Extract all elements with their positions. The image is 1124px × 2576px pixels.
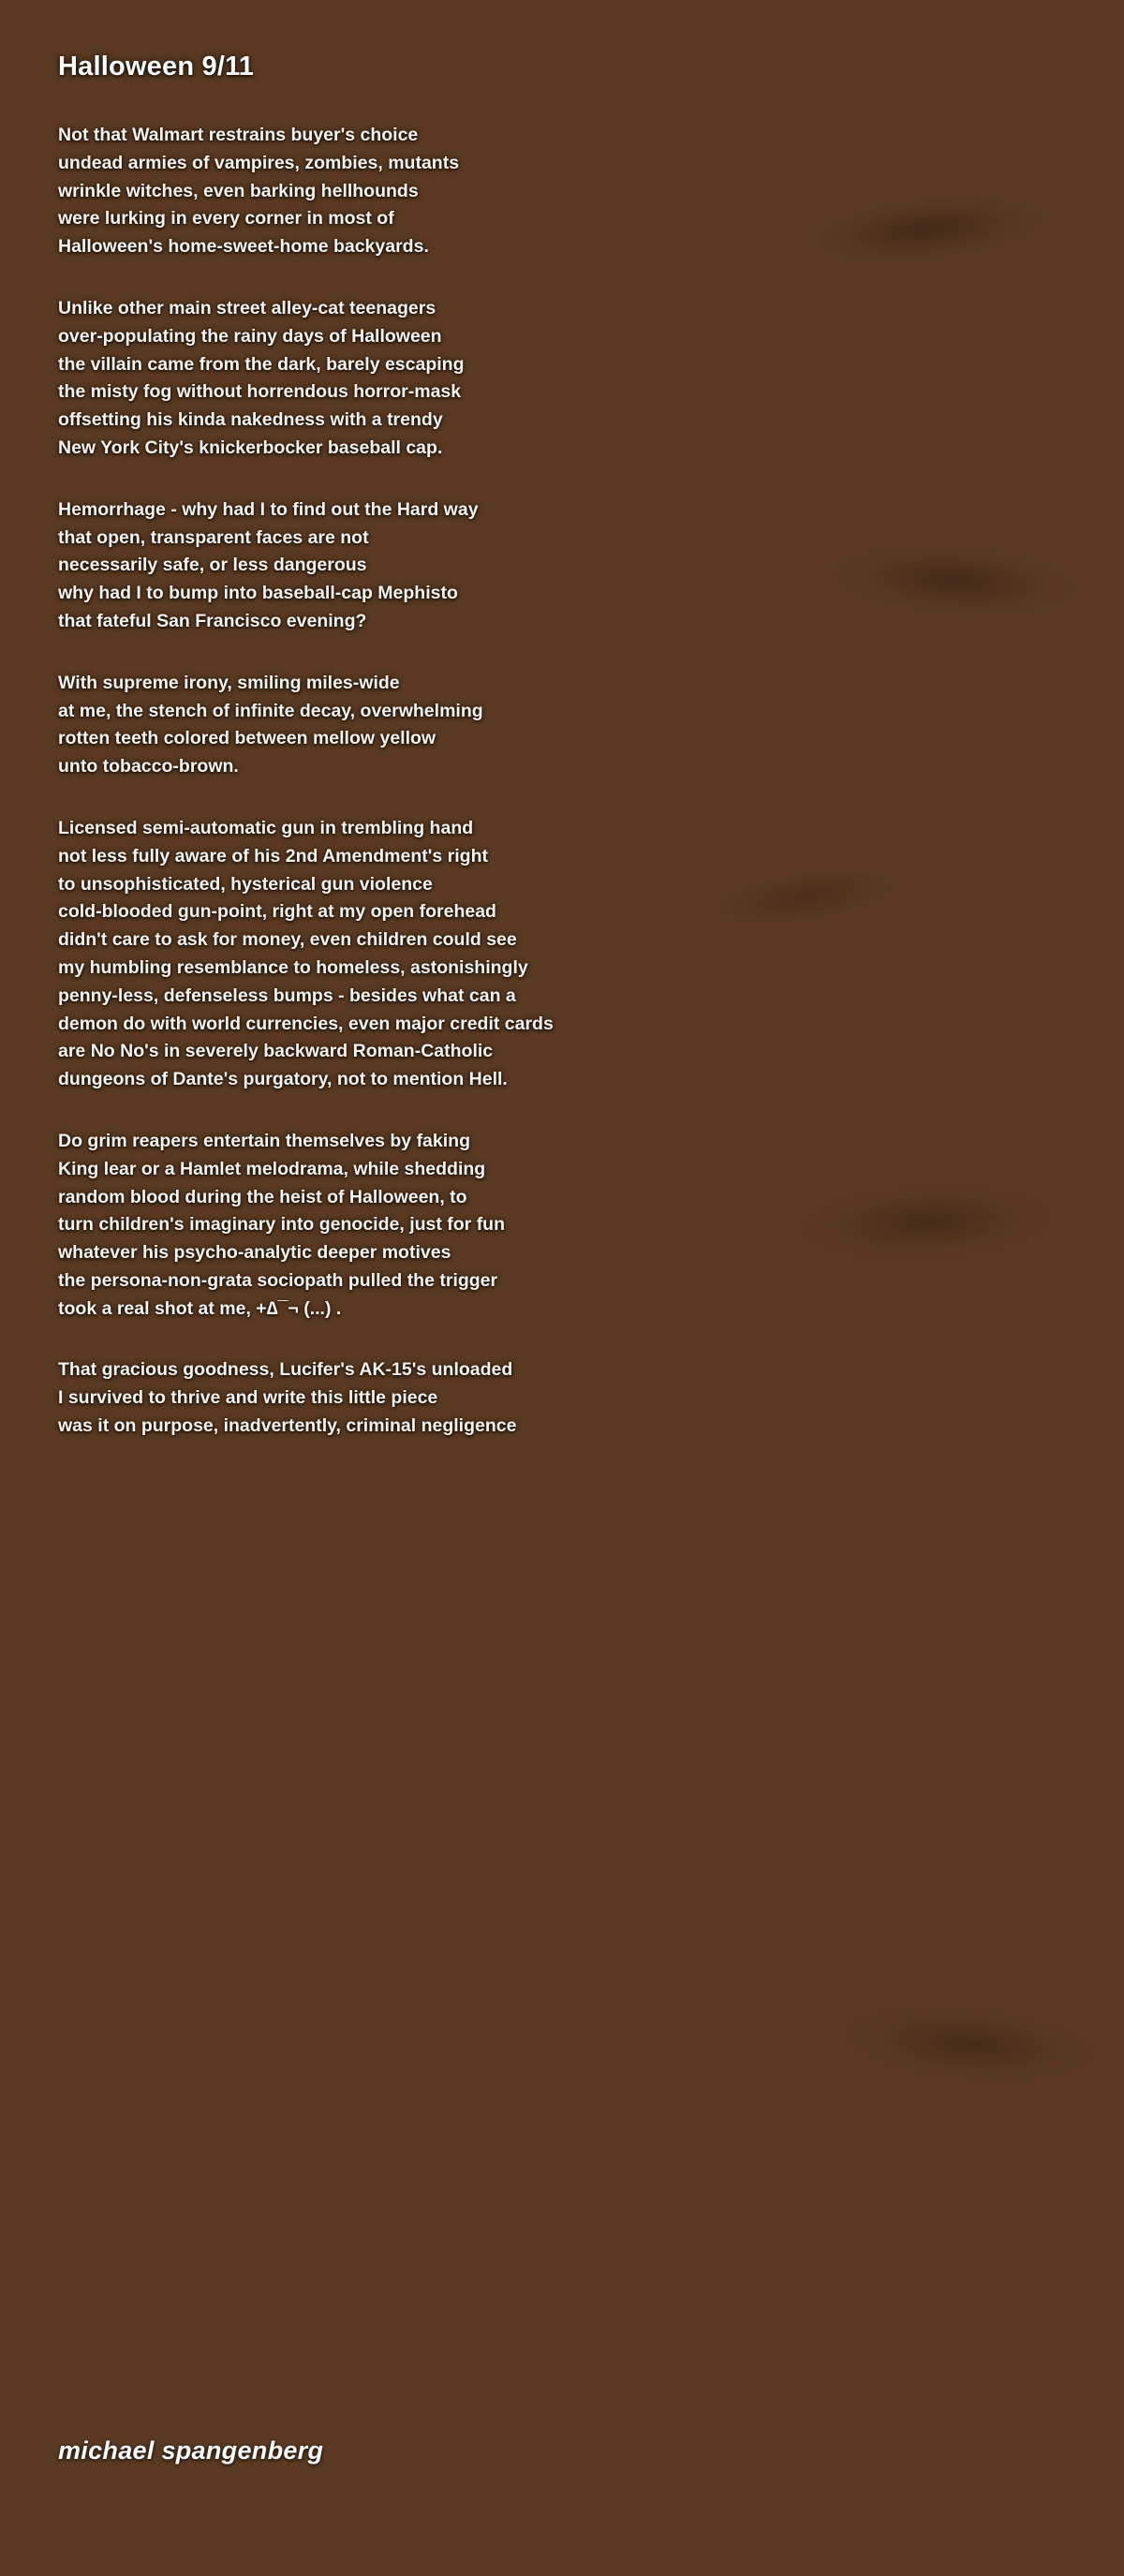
poem-line: King lear or a Hamlet melodrama, while shedding <box>58 1158 486 1179</box>
poem-line: turn children's imaginary into genocide, just for fun <box>58 1214 506 1236</box>
poem-line: Licensed semi-automatic gun in trembling hand <box>58 817 474 838</box>
poem-line: undead armies of vampires, zombies, mutants <box>58 152 460 173</box>
poem-line: to unsophisticated, hysterical gun violence <box>58 873 433 895</box>
poem-line: cold-blooded gun-point, right at my open forehead <box>58 901 496 923</box>
poem-line: wrinkle witches, even barking hellhounds <box>58 180 419 201</box>
poem-line: whatever his psycho-analytic deeper motives <box>58 1242 451 1264</box>
author-block <box>58 2436 323 2465</box>
poem-line: That gracious goodness, Lucifer's AK-15's unloaded <box>58 1359 513 1381</box>
poem-line: my humbling resemblance to homeless, astonishingly <box>58 956 528 978</box>
poem-line: not less fully aware of his 2nd Amendment's right <box>58 845 488 866</box>
poem-line: the villain came from the dark, barely escaping <box>58 353 465 375</box>
poem-line: random blood during the heist of Halloween, to <box>58 1186 467 1207</box>
poem-stanza <box>58 1356 1066 1440</box>
poem-line: With supreme irony, smiling miles-wide <box>58 672 400 693</box>
poem-line: Unlike other main street alley-cat teenagers <box>58 297 436 318</box>
author-name: michael spangenberg <box>58 2436 324 2465</box>
poem-line: unto tobacco-brown. <box>58 756 239 777</box>
poem-line: didn't care to ask for money, even children could see <box>58 929 517 951</box>
poem-line: rotten teeth colored between mellow yellow <box>58 728 436 749</box>
poem-line: Halloween's home-sweet-home backyards. <box>58 236 429 258</box>
poem-line: why had I to bump into baseball-cap Mephisto <box>58 583 458 604</box>
poem-line: that open, transparent faces are not <box>58 526 369 548</box>
poem-line: Hemorrhage - why had I to find out the Hard way <box>58 498 479 520</box>
poem-line: the persona-non-grata sociopath pulled the trigger <box>58 1269 498 1291</box>
page-title: Halloween 9/11 <box>58 52 255 81</box>
poem-stanza <box>58 1128 1066 1324</box>
poem-line: are No No's in severely backward Roman-Catholic <box>58 1041 494 1062</box>
poem-stanza <box>58 496 1066 636</box>
poem-line: New York City's knickerbocker baseball cap. <box>58 437 443 458</box>
poem-line: Do grim reapers entertain themselves by faking <box>58 1130 470 1151</box>
poem-line: that fateful San Francisco evening? <box>58 610 367 631</box>
poem-line: were lurking in every corner in most of <box>58 208 394 229</box>
poem-line: necessarily safe, or less dangerous <box>58 555 367 576</box>
poem-line: took a real shot at me, +∆¯¬ (...) . <box>58 1297 342 1319</box>
poem-line: at me, the stench of infinite decay, overwhelming <box>58 700 483 721</box>
poem-line: dungeons of Dante's purgatory, not to mention Hell. <box>58 1069 508 1090</box>
poem-stanza <box>58 815 1066 1094</box>
poem-stanza <box>58 295 1066 463</box>
poem-line: over-populating the rainy days of Halloween <box>58 325 442 347</box>
poem-line: penny-less, defenseless bumps - besides what can a <box>58 985 516 1006</box>
poem-line: demon do with world currencies, even major credit cards <box>58 1013 554 1034</box>
poem-line: the misty fog without horrendous horror-mask <box>58 381 462 403</box>
poem-line: offsetting his kinda nakedness with a trendy <box>58 409 443 431</box>
poem-line: Not that Walmart restrains buyer's choice <box>58 125 419 145</box>
poem-line: I survived to thrive and write this little piece <box>58 1387 438 1409</box>
poem-stanzas <box>58 122 1066 1441</box>
poem-line: was it on purpose, inadvertently, criminal negligence <box>58 1415 517 1437</box>
poem-stanza <box>58 670 1066 781</box>
wood-knot-icon <box>831 1993 1108 2096</box>
poem-stanza <box>58 122 1066 261</box>
